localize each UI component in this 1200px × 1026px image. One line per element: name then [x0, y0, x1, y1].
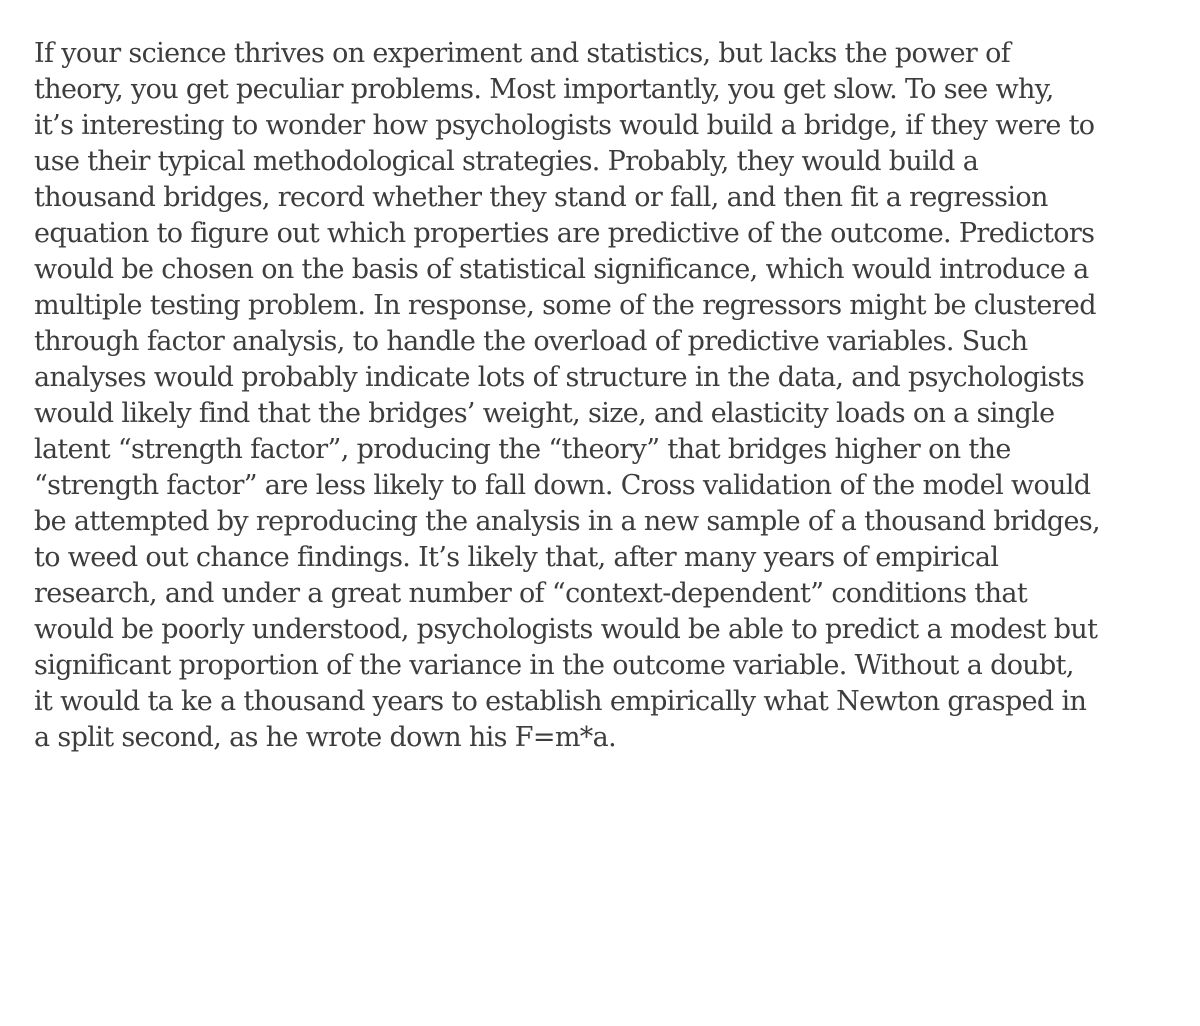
paragraph-line-16: research, and under a great number of “context-dependent” conditions that	[34, 578, 1028, 609]
paragraph-line-18: significant proportion of the variance in the outcome variable. Without a doubt,	[34, 650, 1074, 681]
paragraph-line-7: would be chosen on the basis of statistical significance, which would introduce a	[34, 254, 1089, 285]
paragraph-line-17: would be poorly understood, psychologists would be able to predict a modest but	[34, 614, 1098, 645]
paragraph-line-19: it would ta ke a thousand years to establish empirically what Newton grasped in	[34, 686, 1087, 717]
paragraph-line-13: “strength factor” are less likely to fall down. Cross validation of the model would	[34, 470, 1091, 501]
paragraph-line-11: would likely find that the bridges’ weight, size, and elasticity loads on a single	[34, 398, 1055, 429]
paragraph-line-12: latent “strength factor”, producing the “theory” that bridges higher on the	[34, 434, 1011, 465]
paragraph-line-9: through factor analysis, to handle the overload of predictive variables. Such	[34, 326, 1028, 357]
paragraph-line-8: multiple testing problem. In response, some of the regressors might be clustered	[34, 290, 1096, 321]
paragraph-line-5: thousand bridges, record whether they stand or fall, and then fit a regression	[34, 182, 1048, 213]
paragraph-line-20: a split second, as he wrote down his F=m*a.	[34, 722, 617, 753]
paragraph-line-14: be attempted by reproducing the analysis in a new sample of a thousand bridges,	[34, 506, 1100, 537]
paragraph-line-4: use their typical methodological strategies. Probably, they would build a	[34, 146, 979, 177]
paragraph	[34, 36, 1184, 756]
paragraph-line-2: theory, you get peculiar problems. Most importantly, you get slow. To see why,	[34, 74, 1054, 105]
paragraph-line-10: analyses would probably indicate lots of structure in the data, and psychologists	[34, 362, 1085, 393]
paragraph-line-1: If your science thrives on experiment and statistics, but lacks the power of	[34, 38, 1011, 69]
paragraph-line-15: to weed out chance findings. It’s likely that, after many years of empirical	[34, 542, 999, 573]
article-body	[34, 36, 1184, 756]
paragraph-line-3: it’s interesting to wonder how psychologists would build a bridge, if they were to	[34, 110, 1095, 141]
paragraph-line-6: equation to figure out which properties are predictive of the outcome. Predictors	[34, 218, 1095, 249]
